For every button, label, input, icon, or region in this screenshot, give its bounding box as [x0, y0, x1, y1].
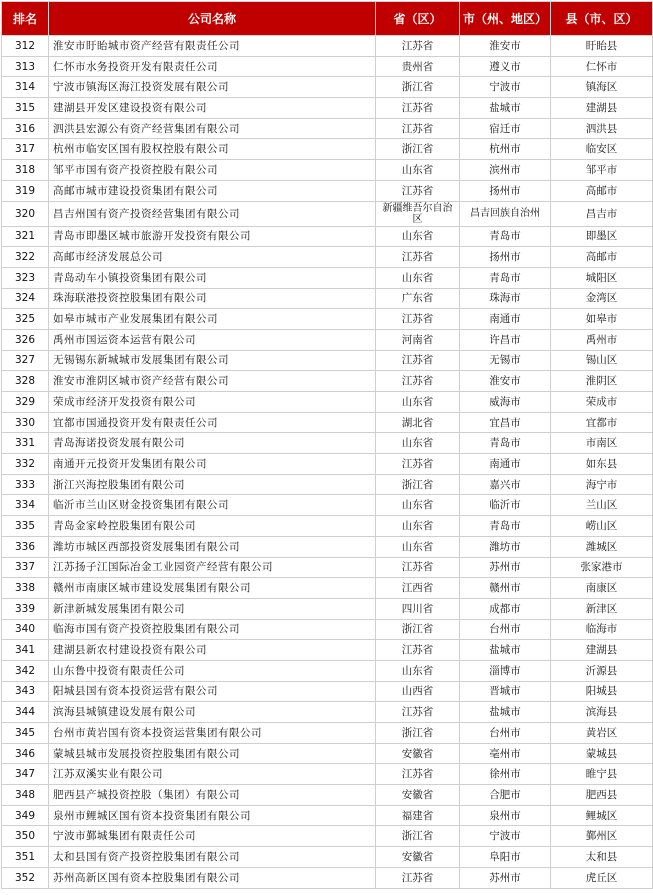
- county-cell: 张家港市: [551, 557, 653, 578]
- county-cell: 蒙城县: [551, 743, 653, 764]
- county-cell: 海宁市: [551, 474, 653, 495]
- table-row: [2, 433, 653, 454]
- city-cell: 南通市: [460, 454, 551, 475]
- county-cell: 昌吉市: [551, 201, 653, 226]
- rank-cell: 349: [2, 805, 49, 826]
- company-name-cell: 青岛市即墨区城市旅游开发投资有限公司: [49, 226, 376, 247]
- county-cell: 南康区: [551, 578, 653, 599]
- table-row: [2, 160, 653, 181]
- company-name-cell: 淮安市盱眙城市资产经营有限责任公司: [49, 36, 376, 57]
- company-name-cell: 禹州市国运资本运营有限公司: [49, 329, 376, 350]
- rank-cell: 331: [2, 433, 49, 454]
- county-cell: 建湖县: [551, 640, 653, 661]
- province-cell: 江苏省: [376, 702, 460, 723]
- table-row: [2, 36, 653, 57]
- table-row: [2, 288, 653, 309]
- company-name-cell: 无锡锡东新城城市发展集团有限公司: [49, 350, 376, 371]
- province-cell: 四川省: [376, 598, 460, 619]
- province-cell: 江苏省: [376, 764, 460, 785]
- rank-cell: 340: [2, 619, 49, 640]
- rank-cell: 325: [2, 309, 49, 330]
- province-cell: 江苏省: [376, 454, 460, 475]
- province-cell: 浙江省: [376, 723, 460, 744]
- province-cell: 广东省: [376, 288, 460, 309]
- header-county: 县（市、区）: [551, 2, 653, 36]
- county-cell: 崂山区: [551, 516, 653, 537]
- county-cell: 荣成市: [551, 392, 653, 413]
- county-cell: 金湾区: [551, 288, 653, 309]
- table-row: [2, 201, 653, 226]
- county-cell: 鄞州区: [551, 826, 653, 847]
- rank-cell: 344: [2, 702, 49, 723]
- province-cell: 山东省: [376, 660, 460, 681]
- table-row: [2, 454, 653, 475]
- city-cell: 苏州市: [460, 867, 551, 888]
- city-cell: 杭州市: [460, 139, 551, 160]
- company-name-cell: 如皋市城市产业发展集团有限公司: [49, 309, 376, 330]
- rank-cell: 312: [2, 36, 49, 57]
- company-name-cell: 宁波市鄞城集团有限责任公司: [49, 826, 376, 847]
- county-cell: 禹州市: [551, 329, 653, 350]
- province-cell: 浙江省: [376, 77, 460, 98]
- county-cell: 新津区: [551, 598, 653, 619]
- province-cell: 贵州省: [376, 56, 460, 77]
- county-cell: 阳城县: [551, 681, 653, 702]
- rank-cell: 321: [2, 226, 49, 247]
- city-cell: 亳州市: [460, 743, 551, 764]
- rank-cell: 345: [2, 723, 49, 744]
- table-row: [2, 139, 653, 160]
- county-cell: 鲤城区: [551, 805, 653, 826]
- city-cell: 青岛市: [460, 516, 551, 537]
- rank-cell: 332: [2, 454, 49, 475]
- header-rank: 排名: [2, 2, 49, 36]
- company-name-cell: 青岛动车小镇投资集团有限公司: [49, 267, 376, 288]
- rank-cell: 346: [2, 743, 49, 764]
- company-name-cell: 肥西县产城投资控股（集团）有限公司: [49, 785, 376, 806]
- table-row: [2, 247, 653, 268]
- city-cell: 苏州市: [460, 557, 551, 578]
- rank-cell: 326: [2, 329, 49, 350]
- province-cell: 江苏省: [376, 640, 460, 661]
- county-cell: 临海市: [551, 619, 653, 640]
- table-row: [2, 743, 653, 764]
- company-name-cell: 赣州市南康区城市建设发展集团有限公司: [49, 578, 376, 599]
- rank-cell: 313: [2, 56, 49, 77]
- table-row: [2, 847, 653, 868]
- city-cell: 台州市: [460, 723, 551, 744]
- city-cell: 宁波市: [460, 826, 551, 847]
- city-cell: 珠海市: [460, 288, 551, 309]
- county-cell: 如皋市: [551, 309, 653, 330]
- company-name-cell: 昌吉州国有资产投资经营集团有限公司: [49, 201, 376, 226]
- province-cell: 江苏省: [376, 180, 460, 201]
- rank-cell: 318: [2, 160, 49, 181]
- province-cell: 湖北省: [376, 412, 460, 433]
- company-name-cell: 江苏扬子江国际冶金工业园资产经营有限公司: [49, 557, 376, 578]
- county-cell: 锡山区: [551, 350, 653, 371]
- province-cell: 山东省: [376, 267, 460, 288]
- rank-cell: 317: [2, 139, 49, 160]
- province-cell: 山东省: [376, 516, 460, 537]
- table-row: [2, 350, 653, 371]
- rank-cell: 334: [2, 495, 49, 516]
- table-row: [2, 578, 653, 599]
- province-cell: 江苏省: [376, 309, 460, 330]
- province-cell: 安徽省: [376, 847, 460, 868]
- province-cell: 浙江省: [376, 139, 460, 160]
- province-cell: 山东省: [376, 226, 460, 247]
- rank-cell: 329: [2, 392, 49, 413]
- province-cell: 山东省: [376, 495, 460, 516]
- table-row: [2, 557, 653, 578]
- table-row: [2, 180, 653, 201]
- province-cell: 山东省: [376, 433, 460, 454]
- company-name-cell: 青岛海诺投资发展有限公司: [49, 433, 376, 454]
- county-cell: 泗洪县: [551, 118, 653, 139]
- city-cell: 威海市: [460, 392, 551, 413]
- company-name-cell: 荣成市经济开发投资有限公司: [49, 392, 376, 413]
- table-row: [2, 267, 653, 288]
- county-cell: 邹平市: [551, 160, 653, 181]
- county-cell: 如东县: [551, 454, 653, 475]
- table-row: [2, 412, 653, 433]
- table-row: [2, 118, 653, 139]
- header-company: 公司名称: [49, 2, 376, 36]
- city-cell: 宜昌市: [460, 412, 551, 433]
- county-cell: 太和县: [551, 847, 653, 868]
- table-row: [2, 516, 653, 537]
- company-name-cell: 太和县国有资产投资控股集团有限公司: [49, 847, 376, 868]
- rank-cell: 339: [2, 598, 49, 619]
- city-cell: 宿迁市: [460, 118, 551, 139]
- ranking-table: [1, 1, 653, 889]
- table-row: [2, 785, 653, 806]
- rank-cell: 315: [2, 98, 49, 119]
- county-cell: 盱眙县: [551, 36, 653, 57]
- rank-cell: 324: [2, 288, 49, 309]
- province-cell: 山东省: [376, 392, 460, 413]
- rank-cell: 351: [2, 847, 49, 868]
- table-row: [2, 474, 653, 495]
- table-row: [2, 805, 653, 826]
- company-name-cell: 潍坊市城区西部投资发展集团有限公司: [49, 536, 376, 557]
- city-cell: 扬州市: [460, 247, 551, 268]
- table-row: [2, 660, 653, 681]
- header-city: 市（州、地区）: [460, 2, 551, 36]
- county-cell: 肥西县: [551, 785, 653, 806]
- company-name-cell: 蒙城县城市发展投资控股集团有限公司: [49, 743, 376, 764]
- company-name-cell: 江苏双溪实业有限公司: [49, 764, 376, 785]
- city-cell: 许昌市: [460, 329, 551, 350]
- company-name-cell: 杭州市临安区国有股权控股有限公司: [49, 139, 376, 160]
- province-cell: 山东省: [376, 536, 460, 557]
- company-name-cell: 滨海县城镇建设发展有限公司: [49, 702, 376, 723]
- table-row: [2, 495, 653, 516]
- county-cell: 沂源县: [551, 660, 653, 681]
- province-cell: 江苏省: [376, 557, 460, 578]
- rank-cell: 338: [2, 578, 49, 599]
- city-cell: 成都市: [460, 598, 551, 619]
- rank-cell: 348: [2, 785, 49, 806]
- province-cell: 山东省: [376, 160, 460, 181]
- company-name-cell: 建湖县开发区建设投资有限公司: [49, 98, 376, 119]
- county-cell: 兰山区: [551, 495, 653, 516]
- table-row: [2, 226, 653, 247]
- company-name-cell: 阳城县国有资本投资运营有限公司: [49, 681, 376, 702]
- table-row: [2, 681, 653, 702]
- city-cell: 潍坊市: [460, 536, 551, 557]
- province-cell: 安徽省: [376, 785, 460, 806]
- header-province: 省（区）: [376, 2, 460, 36]
- company-name-cell: 青岛金家岭控股集团有限公司: [49, 516, 376, 537]
- county-cell: 高邮市: [551, 247, 653, 268]
- city-cell: 合肥市: [460, 785, 551, 806]
- rank-cell: 323: [2, 267, 49, 288]
- city-cell: 昌吉回族自治州: [460, 201, 551, 226]
- table-row: [2, 536, 653, 557]
- rank-cell: 320: [2, 201, 49, 226]
- table-header-row: [2, 2, 653, 36]
- company-name-cell: 新津新城发展集团有限公司: [49, 598, 376, 619]
- city-cell: 盐城市: [460, 640, 551, 661]
- county-cell: 城阳区: [551, 267, 653, 288]
- city-cell: 遵义市: [460, 56, 551, 77]
- table-row: [2, 702, 653, 723]
- province-cell: 江苏省: [376, 36, 460, 57]
- city-cell: 淄博市: [460, 660, 551, 681]
- county-cell: 潍城区: [551, 536, 653, 557]
- rank-cell: 330: [2, 412, 49, 433]
- city-cell: 台州市: [460, 619, 551, 640]
- city-cell: 无锡市: [460, 350, 551, 371]
- company-name-cell: 宁波市镇海区海江投资发展有限公司: [49, 77, 376, 98]
- company-name-cell: 高邮市经济发展总公司: [49, 247, 376, 268]
- company-name-cell: 临海市国有资产投资控股集团有限公司: [49, 619, 376, 640]
- province-cell: 浙江省: [376, 619, 460, 640]
- city-cell: 青岛市: [460, 433, 551, 454]
- company-name-cell: 淮安市淮阴区城市资产经营有限公司: [49, 371, 376, 392]
- company-name-cell: 仁怀市水务投资开发有限责任公司: [49, 56, 376, 77]
- rank-cell: 342: [2, 660, 49, 681]
- city-cell: 淮安市: [460, 371, 551, 392]
- city-cell: 滨州市: [460, 160, 551, 181]
- province-cell: 江苏省: [376, 98, 460, 119]
- province-cell: 江西省: [376, 578, 460, 599]
- county-cell: 虎丘区: [551, 867, 653, 888]
- rank-cell: 343: [2, 681, 49, 702]
- rank-cell: 347: [2, 764, 49, 785]
- city-cell: 阜阳市: [460, 847, 551, 868]
- city-cell: 泉州市: [460, 805, 551, 826]
- table-row: [2, 826, 653, 847]
- city-cell: 盐城市: [460, 98, 551, 119]
- table-row: [2, 309, 653, 330]
- table-row: [2, 640, 653, 661]
- city-cell: 盐城市: [460, 702, 551, 723]
- company-name-cell: 山东鲁中投资有限责任公司: [49, 660, 376, 681]
- city-cell: 南通市: [460, 309, 551, 330]
- city-cell: 徐州市: [460, 764, 551, 785]
- province-cell: 江苏省: [376, 350, 460, 371]
- table-body: [2, 36, 653, 889]
- company-name-cell: 泗洪县宏源公有资产经营集团有限公司: [49, 118, 376, 139]
- province-cell: 江苏省: [376, 118, 460, 139]
- province-cell: 新疆维吾尔自治区: [376, 201, 460, 226]
- city-cell: 赣州市: [460, 578, 551, 599]
- rank-cell: 333: [2, 474, 49, 495]
- rank-cell: 328: [2, 371, 49, 392]
- county-cell: 滨海县: [551, 702, 653, 723]
- rank-cell: 319: [2, 180, 49, 201]
- company-name-cell: 浙江兴海控股集团有限公司: [49, 474, 376, 495]
- company-name-cell: 宜都市国通投资开发有限责任公司: [49, 412, 376, 433]
- county-cell: 即墨区: [551, 226, 653, 247]
- rank-cell: 327: [2, 350, 49, 371]
- province-cell: 江苏省: [376, 867, 460, 888]
- province-cell: 山西省: [376, 681, 460, 702]
- city-cell: 晋城市: [460, 681, 551, 702]
- county-cell: 宜都市: [551, 412, 653, 433]
- city-cell: 淮安市: [460, 36, 551, 57]
- table-row: [2, 764, 653, 785]
- county-cell: 镇海区: [551, 77, 653, 98]
- county-cell: 市南区: [551, 433, 653, 454]
- table-row: [2, 723, 653, 744]
- county-cell: 黄岩区: [551, 723, 653, 744]
- province-cell: 福建省: [376, 805, 460, 826]
- table-row: [2, 371, 653, 392]
- county-cell: 临安区: [551, 139, 653, 160]
- city-cell: 扬州市: [460, 180, 551, 201]
- province-cell: 江苏省: [376, 247, 460, 268]
- rank-cell: 350: [2, 826, 49, 847]
- rank-cell: 322: [2, 247, 49, 268]
- company-name-cell: 南通开元投资开发集团有限公司: [49, 454, 376, 475]
- province-cell: 河南省: [376, 329, 460, 350]
- company-name-cell: 临沂市兰山区财金投资集团有限公司: [49, 495, 376, 516]
- province-cell: 江苏省: [376, 371, 460, 392]
- city-cell: 青岛市: [460, 226, 551, 247]
- table-row: [2, 392, 653, 413]
- county-cell: 仁怀市: [551, 56, 653, 77]
- county-cell: 建湖县: [551, 98, 653, 119]
- ranking-table-container: [1, 1, 652, 889]
- city-cell: 宁波市: [460, 77, 551, 98]
- company-name-cell: 珠海联港投资控股集团有限公司: [49, 288, 376, 309]
- company-name-cell: 建湖县新农村建设投资有限公司: [49, 640, 376, 661]
- table-row: [2, 98, 653, 119]
- table-row: [2, 867, 653, 888]
- rank-cell: 341: [2, 640, 49, 661]
- table-row: [2, 329, 653, 350]
- city-cell: 嘉兴市: [460, 474, 551, 495]
- city-cell: 临沂市: [460, 495, 551, 516]
- rank-cell: 314: [2, 77, 49, 98]
- table-row: [2, 598, 653, 619]
- rank-cell: 335: [2, 516, 49, 537]
- company-name-cell: 苏州高新区国有资本控股集团有限公司: [49, 867, 376, 888]
- company-name-cell: 台州市黄岩国有资本投资运营集团有限公司: [49, 723, 376, 744]
- county-cell: 高邮市: [551, 180, 653, 201]
- table-row: [2, 619, 653, 640]
- rank-cell: 352: [2, 867, 49, 888]
- company-name-cell: 高邮市城市建设投资集团有限公司: [49, 180, 376, 201]
- county-cell: 淮阴区: [551, 371, 653, 392]
- province-cell: 浙江省: [376, 826, 460, 847]
- company-name-cell: 邹平市国有资产投资控股有限公司: [49, 160, 376, 181]
- table-row: [2, 77, 653, 98]
- county-cell: 睢宁县: [551, 764, 653, 785]
- rank-cell: 337: [2, 557, 49, 578]
- company-name-cell: 泉州市鲤城区国有资本投资集团有限公司: [49, 805, 376, 826]
- table-row: [2, 56, 653, 77]
- rank-cell: 316: [2, 118, 49, 139]
- province-cell: 安徽省: [376, 743, 460, 764]
- rank-cell: 336: [2, 536, 49, 557]
- city-cell: 青岛市: [460, 267, 551, 288]
- province-cell: 浙江省: [376, 474, 460, 495]
